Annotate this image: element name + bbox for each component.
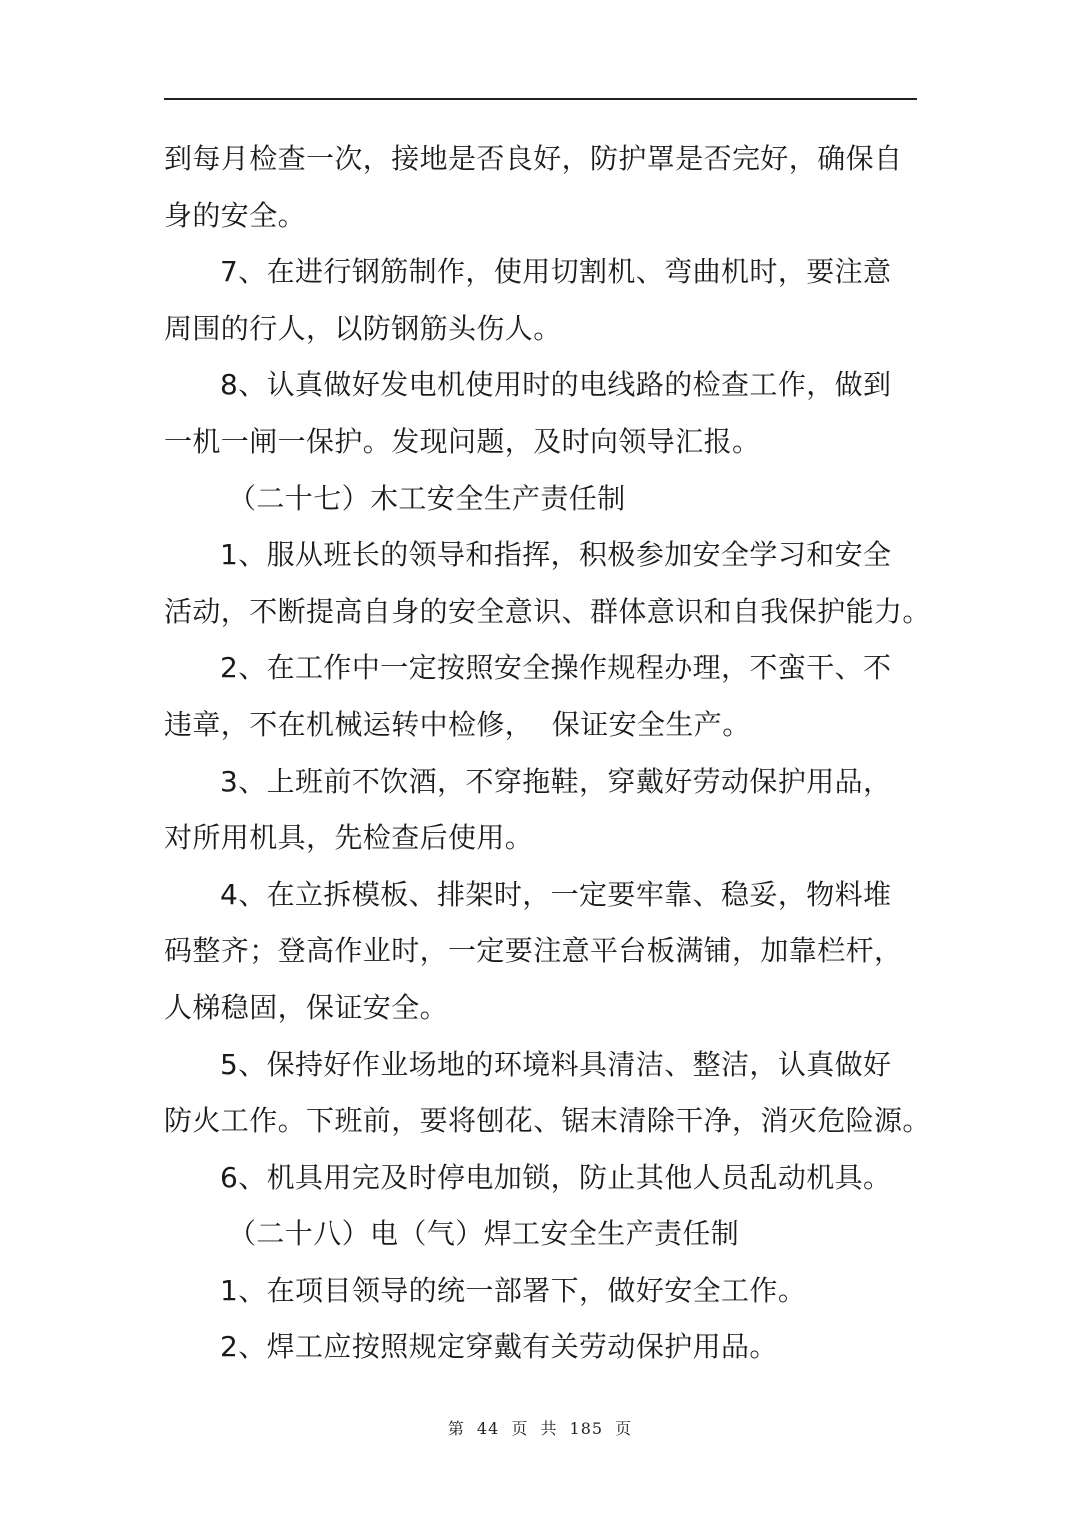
text-line: 5、保持好作业场地的环境料具清洁、整洁，认真做好: [220, 1047, 892, 1081]
page-number-footer: 第 44 页 共 185 页: [447, 1419, 633, 1438]
text-line: 人梯稳固，保证安全。: [164, 990, 449, 1024]
text-line: 对所用机具，先检查后使用。: [164, 821, 534, 855]
text-line: 1、服从班长的领导和指挥，积极参加安全学习和安全: [220, 538, 892, 572]
text-line: 7、在进行钢筋制作，使用切割机、弯曲机时，要注意: [220, 255, 892, 289]
text-line: 违章，不在机械运转中检修， 保证安全生产。: [164, 707, 751, 741]
section-heading: （二十七）木工安全生产责任制: [228, 481, 626, 515]
text-line: 4、在立拆模板、排架时，一定要牢靠、稳妥，物料堆: [220, 877, 892, 911]
header-rule: [164, 98, 917, 100]
text-line: 2、在工作中一定按照安全操作规程办理，不蛮干、不: [220, 651, 892, 685]
text-line: 3、上班前不饮酒，不穿拖鞋，穿戴好劳动保护用品，: [220, 764, 892, 798]
text-line: 周围的行人，以防钢筋头伤人。: [164, 311, 562, 345]
text-line: 防火工作。下班前，要将刨花、锯末清除干净，消灭危险源。: [164, 1104, 931, 1138]
text-line: 身的安全。: [164, 198, 307, 232]
text-line: 到每月检查一次，接地是否良好，防护罩是否完好，确保自: [164, 142, 903, 175]
text-line: 活动，不断提高自身的安全意识、群体意识和自我保护能力。: [164, 594, 931, 628]
text-line: 8、认真做好发电机使用时的电线路的检查工作，做到: [220, 368, 892, 402]
text-line: 一机一闸一保护。发现问题，及时向领导汇报。: [164, 424, 761, 458]
text-line: 1、在项目领导的统一部署下，做好安全工作。: [220, 1273, 807, 1307]
text-line: 码整齐；登高作业时，一定要注意平台板满铺，加靠栏杆，: [164, 934, 903, 968]
document-body: [164, 131, 931, 1376]
section-heading: （二十八）电（气）焊工安全生产责任制: [228, 1217, 740, 1251]
text-line: 2、焊工应按照规定穿戴有关劳动保护用品。: [220, 1330, 778, 1364]
text-line: 6、机具用完及时停电加锁，防止其他人员乱动机具。: [220, 1160, 892, 1194]
